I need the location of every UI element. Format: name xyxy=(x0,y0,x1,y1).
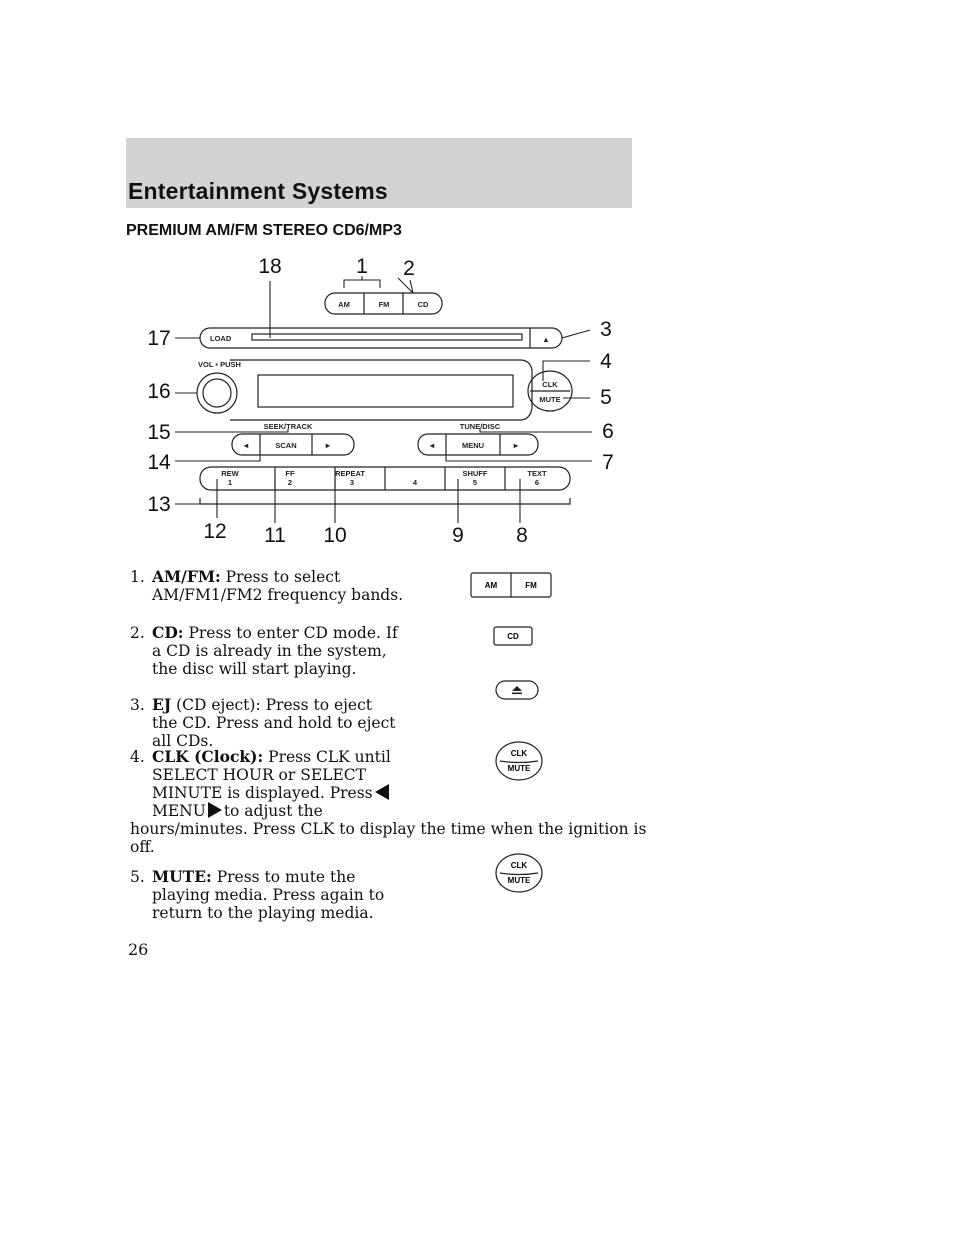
label-menu: MENU xyxy=(461,441,485,450)
list-item: 1. AM/FM: Press to select AM/FM1/FM2 frequency bands. xyxy=(130,567,404,604)
am-fm-button-icon xyxy=(470,572,552,598)
callout-14: 14 xyxy=(147,451,171,474)
svg-text:MUTE: MUTE xyxy=(507,876,531,885)
cd-load-slot-bar xyxy=(200,328,562,348)
callout-15: 15 xyxy=(147,421,171,444)
callout-6: 6 xyxy=(602,420,614,443)
preset-number: 6 xyxy=(534,478,540,487)
callout-1: 1 xyxy=(356,255,368,278)
preset-number: 5 xyxy=(472,478,478,487)
preset-top-label: REW xyxy=(221,469,239,478)
preset-top-label: FF xyxy=(285,469,295,478)
callout-2: 2 xyxy=(403,257,415,280)
callout-5: 5 xyxy=(600,386,612,409)
callout-8: 8 xyxy=(516,524,528,547)
section-heading: PREMIUM AM/FM STEREO CD6/MP3 xyxy=(126,222,402,239)
svg-text:AM: AM xyxy=(484,581,498,590)
preset-number: 2 xyxy=(287,478,293,487)
clk-mute-button-icon xyxy=(494,740,544,782)
clk-mute-button-icon xyxy=(494,852,544,894)
svg-text:CLK: CLK xyxy=(510,861,528,870)
label-seek-track: SEEK/TRACK xyxy=(263,422,313,431)
cd-button-icon xyxy=(493,626,533,646)
page-number: 26 xyxy=(128,940,149,959)
callout-18: 18 xyxy=(258,255,282,278)
list-item: 4. CLK (Clock): Press CLK until SELECT HOUR or SELECT MINUTE is displayed. Press MENU to adjust the hours/minutes. Press CLK to display the time when the ignition is off. xyxy=(130,747,647,856)
seek-right-arrow-icon: ► xyxy=(324,441,332,450)
label-scan: SCAN xyxy=(275,441,297,450)
label-clk: CLK xyxy=(542,380,558,389)
cd-slot xyxy=(252,334,522,340)
callout-12: 12 xyxy=(203,520,227,543)
label-fm: FM xyxy=(378,300,390,309)
list-item: 5. MUTE: Press to mute the playing media. Press again to return to the playing media. xyxy=(130,867,385,922)
preset-top-label: REPEAT xyxy=(335,469,365,478)
radio-faceplate-diagram xyxy=(130,248,630,558)
callout-13: 13 xyxy=(147,493,171,516)
display-window xyxy=(258,375,513,407)
svg-text:CD: CD xyxy=(507,632,519,641)
preset-top-label: SHUFF xyxy=(462,469,488,478)
svg-text:MUTE: MUTE xyxy=(507,764,531,773)
eject-icon: ▲ xyxy=(542,335,550,344)
callout-4: 4 xyxy=(600,350,612,373)
preset-number: 4 xyxy=(412,478,418,487)
callout-9: 9 xyxy=(452,524,464,547)
preset-number: 3 xyxy=(349,478,355,487)
preset-number: 1 xyxy=(227,478,233,487)
arrow-left-icon xyxy=(375,784,389,800)
tune-right-arrow-icon: ► xyxy=(512,441,520,450)
svg-text:CLK: CLK xyxy=(510,749,528,758)
label-load: LOAD xyxy=(210,334,232,343)
label-am: AM xyxy=(338,300,350,309)
label-tune-disc: TUNE/DISC xyxy=(459,422,501,431)
callout-11: 11 xyxy=(264,524,286,547)
preset-top-label: TEXT xyxy=(527,469,547,478)
preset-labels xyxy=(221,469,547,487)
label-cd: CD xyxy=(417,300,429,309)
list-item: 2. CD: Press to enter CD mode. If a CD is already in the system, the disc will start playing. xyxy=(130,623,398,678)
tune-left-arrow-icon: ◄ xyxy=(428,441,436,450)
label-vol-push: VOL • PUSH xyxy=(198,360,241,369)
callout-7: 7 xyxy=(602,451,614,474)
label-mute: MUTE xyxy=(539,395,561,404)
callout-3: 3 xyxy=(600,318,612,341)
svg-text:FM: FM xyxy=(525,581,537,590)
seek-left-arrow-icon: ◄ xyxy=(242,441,250,450)
faceplate-body xyxy=(230,360,532,420)
list-item: 3. EJ (CD eject): Press to eject the CD. Press and hold to eject all CDs. xyxy=(130,695,396,750)
callout-17: 17 xyxy=(147,327,171,350)
callout-10: 10 xyxy=(323,524,347,547)
callout-16: 16 xyxy=(147,380,171,403)
page-header-title: Entertainment Systems xyxy=(128,178,388,204)
eject-button-icon xyxy=(495,680,539,700)
arrow-right-icon xyxy=(208,802,222,818)
